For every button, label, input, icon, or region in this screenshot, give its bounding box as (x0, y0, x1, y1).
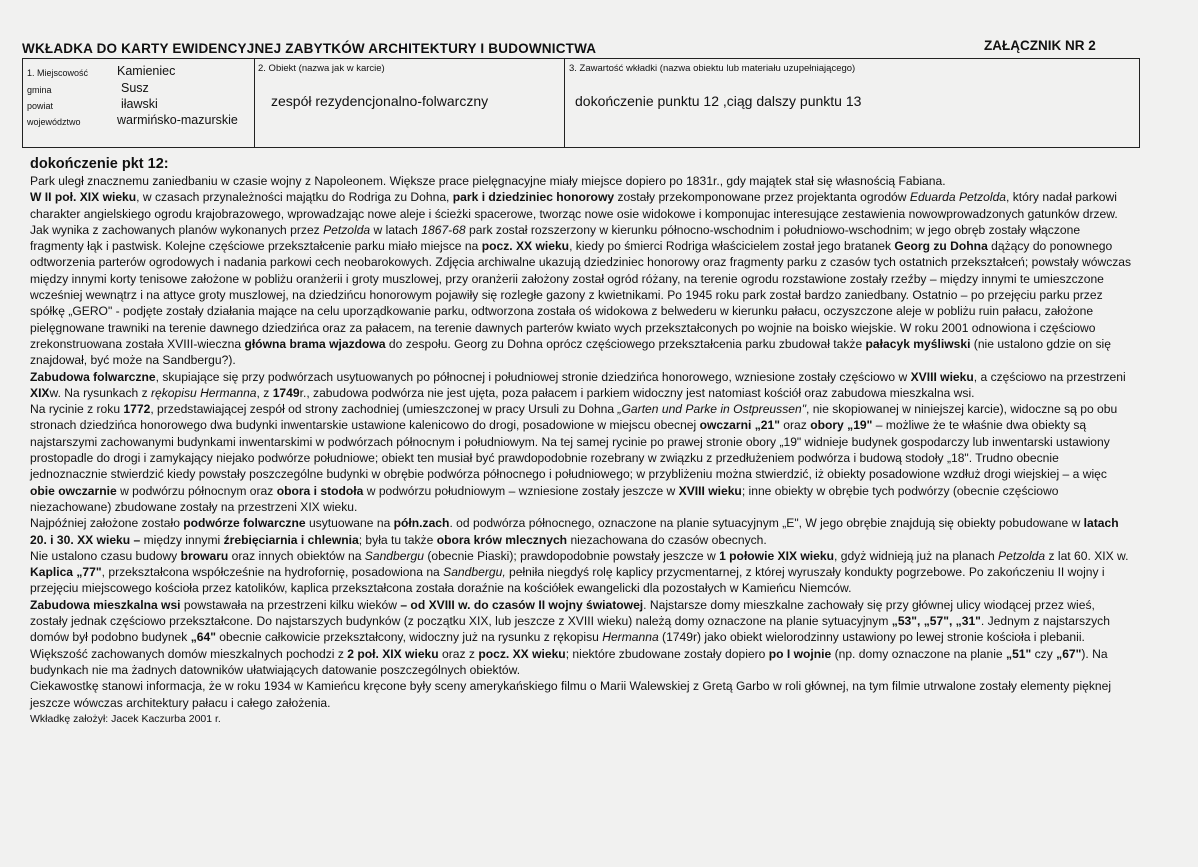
miejscowosc-value: Kamieniec (117, 64, 176, 78)
document-title: WKŁADKA DO KARTY EWIDENCYJNEJ ZABYTKÓW ARCHITEKTURY I BUDOWNICTWA (22, 41, 597, 56)
powiat-label: powiat (27, 101, 54, 111)
location-cell (23, 59, 255, 147)
contents-value: dokończenie punktu 12 ,ciąg dalszy punktu 13 (575, 93, 862, 109)
body-text (30, 156, 1135, 727)
object-cell (254, 59, 565, 147)
object-caption: 2. Obiekt (nazwa jak w karcie) (258, 63, 385, 74)
paragraph-engraving-1772: Na rycinie z roku 1772, przedstawiającej zespół od strony zachodniej (umieszczonej w pracy Ursuli zu Dohna „Garten und Parke in Ostpreussen", nie skopiowanej w niniejszej karcie), widoczne są po obu stronach dziedzińca honorowego dwa budynki inwentarskie ustawione kalenicowo do drogi, posadowione w miejscu obecnej owczarni „21" oraz obory „19" – możliwe że te właśnie dwa obiekty są najstarszymi zachowanymi budynkami inwentarskimi w podwórzach północnym i południowym. Na tej samej rycinie po prawej stronie obory „19" widnieje budynek gospodarczy lub inwentarski ustawiony prostopadle do drogi i zamykający niejako podwórze południowe; obiekt ten musiał być prawdopodobnie rozebrany w związku z przedłużeniem podwórza i budową stodoły „18". Trudno obecnie jednoznacznie stwierdzić kiedy powstały poszczególne budynki w obrębie podwórza północnego i południowego; w przybliżeniu można stwierdzić, iż obiekty posadowione wzdłuż drogi wiejskiej – a więc obie owczarnie w podwórzu północnym oraz obora i stodoła w podwórzu południowym – wzniesione zostały jeszcze w XVIII wieku; inne obiekty w obrębie tych podwórzy (obecnie częściowo niezachowane) zbudowane zostały na przestrzeni XIX wieku. (30, 402, 1118, 514)
contents-cell (565, 59, 1139, 147)
paragraph-farmyard: Najpóźniej założone zostało podwórze folwarczne usytuowane na półn.zach. od podwórza północnego, oznaczone na planie sytuacyjnym „E", W jego obrębie znajdują się obiekty pobudowane w latach 20. i 30. XX wieku – między innymi źrebięciarnia i chlewnia; była tu także obora krów mlecznych niezachowana do czasów obecnych. (30, 516, 1119, 547)
miejscowosc-label: 1. Miejscowość (27, 68, 89, 78)
object-value: zespół rezydencjonalno-folwarczny (271, 93, 489, 109)
paragraph-park: Park uległ znacznemu zaniedbaniu w czasie wojny z Napoleonem. Większe prace pielęgnacyjne miały miejsce dopiero po 1831r., gdy majątek stał się własnością Fabiana. W II poł. XIX wieku, w czasach przynależności majątku do Rodriga zu Dohna, park i dziedziniec honorowy zostały przekomponowane przez projektanta ogrodów Eduarda Petzolda, który nadał parkowi charakter angielskiego ogrodu krajobrazowego, wprowadzając nowe aleje i ścieżki spacerowe, tworząc nowe osie widokowe i komponujac interesujące zestawienia nowowprowadzonych gatunków drzew. Jak wynika z zachowanych planów wykonanych przez Petzolda w latach 1867-68 park został rozszerzony w kierunku północno-wschodnim i południowo-wschodnim; w jego obręb zostały włączone fragmenty łąk i pastwisk. Kolejne częściowe przekształcenie parku miało miejsce na pocz. XX wieku, kiedy po śmierci Rodriga właścicielem został jego bratanek Georg zu Dohna dążący do ponownego odtworzenia parterów ogrodowych i nadania parkowi cech neobarokowych. Zdjęcia archiwalne ukazują dziedziniec honorowy oraz fragmenty parku z czasów tych ostatnich przekształceń; powstały wówczas między innymi korty tenisowe założone w pobliżu oranżerii i groty muszlowej, przy oranżerii założony został ogród różany, na terenie ogrodu rozstawione zostały rzeźby – między innymi te umieszczone wcześniej wewnątrz i na attyce groty muszlowej, na dziedzińcu honorowym pojawiły się rozległe gazony z kwietnikami. Po 1945 roku park został bardzo zaniedbany. Ostatnio – po przejęciu parku przez spółkę „GERO" - podjęte zostały działania mające na celu uporządkowanie parku, odtworzona została oś widokowa z belwederu w kierunku pałacu, oczyszczone aleje w pobliżu ruin pałacu, założone pielęgnowane trawniki na terenie dawnego dziedzińca oraz za pałacem, na terenie dawnych parterów kwiato wych przekształconych po wojnie na boisko wiejskie. W roku 2001 odnowiona i częściowo zrekonstruowana została XVIII-wieczna główna brama wjazdowa do zespołu. Georg zu Dohna oprócz częściowego przekształcenia parku zbudował także pałacyk myśliwski (nie ustalono gdzie on się znajdował, być może na Sandbergu?). (30, 174, 1132, 368)
paragraph-farm-buildings: Zabudowa folwarczne, skupiające się przy podwórzach usytuowanych po północnej i południowej stronie dziedzińca honorowego, wzniesione zostały częściowo w XVIII wieku, a częściowo na przestrzeni XIXw. Na rysunkach z rękopisu Hermanna, z 1749r., zabudowa podwórza nie jest ujęta, poza pałacem i parkiem widoczny jest natomiast kościół oraz zabudowa mieszkalna wsi. (30, 369, 1126, 400)
contents-caption: 3. Zawartość wkładki (nazwa obiektu lub materiału uzupełniającego) (569, 63, 856, 74)
gmina-label: gmina (27, 85, 52, 95)
paragraph-brewery-chapel: Nie ustalono czasu budowy browaru oraz innych obiektów na Sandbergu (obecnie Piaski); prawdopodobnie powstały jeszcze w 1 połowie XIX wieku, gdyż widnieją już na planach Petzolda z lat 60. XIX w. Kaplica „77", przekształcona współcześnie na hydrofornię, posadowiona na Sandbergu, pełniła niegdyś rolę kaplicy przycmentarnej, z której wyruszały kondukty pogrzebowe. Po zakończeniu II wojny i przejęciu miejscowego kościoła przez katolików, kaplica przekształcona została doraźnie na kościółek ewangelicki dla pozostałych w Kamieńcu Niemców. (30, 548, 1129, 596)
gmina-value: Susz (121, 81, 149, 95)
attachment-number: ZAŁĄCZNIK NR 2 (984, 38, 1096, 53)
wojewodztwo-value: warmińsko-mazurskie (117, 113, 238, 127)
section-heading: dokończenie pkt 12: (30, 156, 169, 172)
author-footer: Wkładkę założył: Jacek Kaczurba 2001 r. (30, 712, 221, 725)
powiat-value: iławski (121, 97, 158, 111)
paragraph-film-trivia: Ciekawostkę stanowi informacja, że w roku 1934 w Kamieńcu kręcone były sceny amerykańskiego filmu o Marii Walewskiej z Gretą Garbo w roli głównej, na tym filmie utrwalone zostały elementy pięknej jeszcze wówczas architektury pałacu i całego założenia. (30, 679, 1112, 710)
wojewodztwo-label: województwo (27, 117, 81, 127)
paragraph-residential: Zabudowa mieszkalna wsi powstawała na przestrzeni kilku wieków – od XVIII w. do czasów II wojny światowej. Najstarsze domy mieszkalne zachowały się przy głównej ulicy wiodącej przez wieś, zostały jednak częściowo przekształcone. Do najstarszych budynków (z początku XIX, lub jeszcze z XVIII wieku) należą domy oznaczone na planie sytuacyjnym „53", „57", „31". Jednym z najstarszych domów był podobno budynek „64" obecnie całkowicie przekształcony, widoczny już na rysunku z rękopisu Hermanna (1749r) jako obiekt wielorodzinny ustawiony po lewej stronie kościoła i plebanii. Większość zachowanych domów mieszkalnych pochodzi z 2 poł. XIX wieku oraz z pocz. XX wieku; niektóre zbudowane zostały dopiero po I wojnie (np. domy oznaczone na planie „51" czy „67"). Na budynkach nie ma żadnych datowników ułatwiających datowanie poszczególnych obiektów. (30, 597, 1110, 677)
form-table (22, 58, 1140, 148)
